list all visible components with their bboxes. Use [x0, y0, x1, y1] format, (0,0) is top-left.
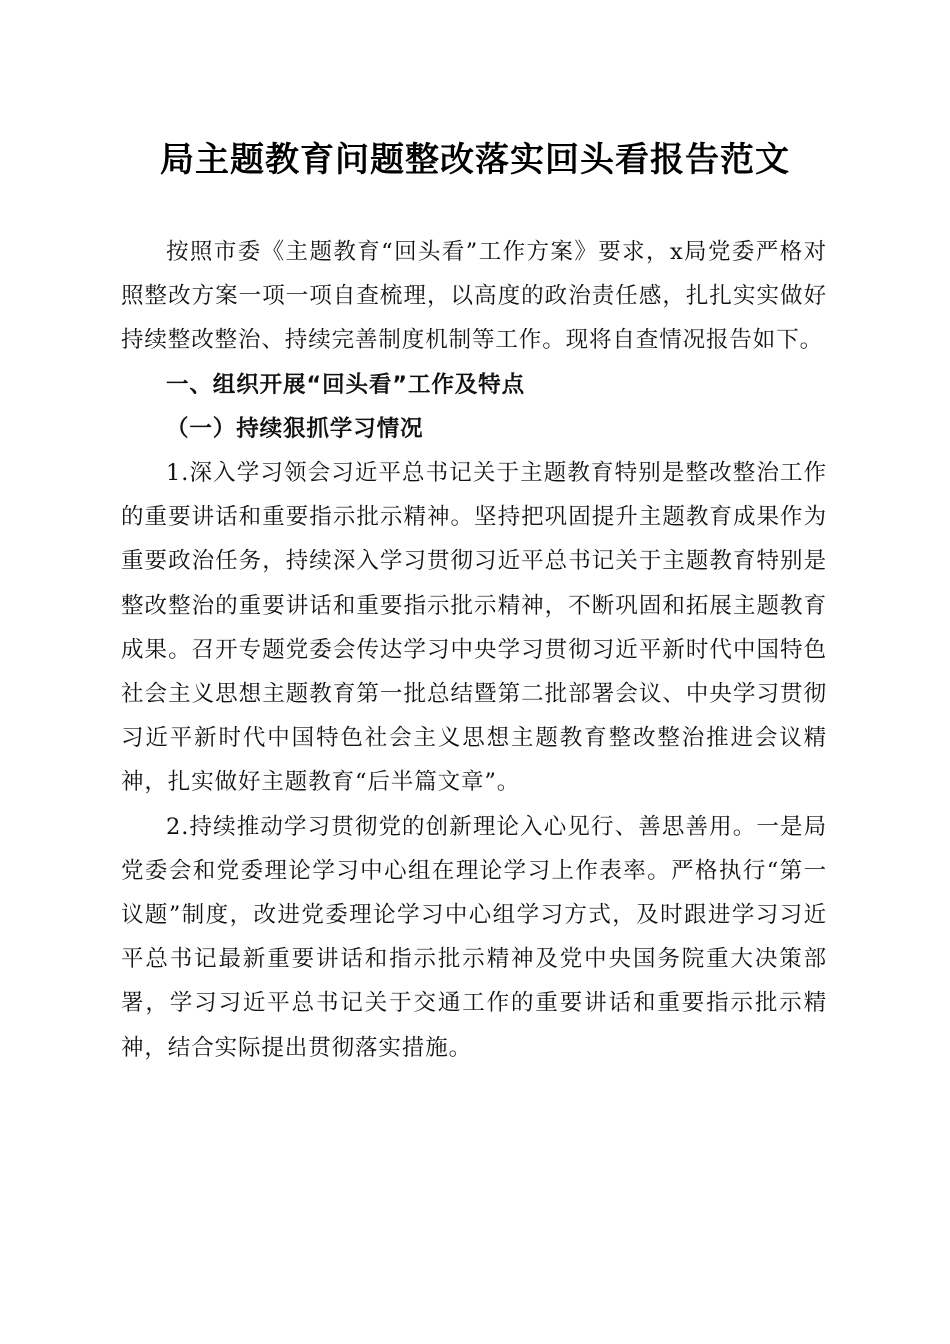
subsection-heading: （一）持续狠抓学习情况 [166, 415, 424, 442]
body-paragraph-1: 1.深入学习领会习近平总书记关于主题教育特别是整改整治工作的重要讲话和重要指示批示精神。坚持把巩固提升主题教育成果作为重要政治任务，持续深入学习贯彻习近平总书记关于主题教育特别是整改整治的重要讲话和重要指示批示精神，不断巩固和拓展主题教育成果。召开专题党委会传达学习中央学习贯彻习近平新时代中国特色社会主义思想主题教育第一批总结暨第二批部署会议、中央学习贯彻习近平新时代中国特色社会主义思想主题教育整改整治推进会议精神，扎实做好主题教育“后半篇文章”。 [121, 460, 827, 796]
document-body [121, 230, 827, 1070]
intro-paragraph: 按照市委《主题教育“回头看”工作方案》要求，x局党委严格对照整改方案一项一项自查梳理，以高度的政治责任感，扎扎实实做好持续整改整治、持续完善制度机制等工作。现将自查情况报告如下。 [121, 239, 827, 354]
section-heading: 一、组织开展“回头看”工作及特点 [166, 371, 525, 398]
body-paragraph-2: 2.持续推动学习贯彻党的创新理论入心见行、善思善用。一是局党委会和党委理论学习中心组在理论学习上作表率。严格执行“第一议题”制度，改进党委理论学习中心组学习方式，及时跟进学习习近平总书记最新重要讲话和指示批示精神及党中央国务院重大决策部署，学习习近平总书记关于交通工作的重要讲话和重要指示批示精神，结合实际提出贯彻落实措施。 [121, 813, 827, 1061]
document-title: 局主题教育问题整改落实回头看报告范文 [160, 140, 790, 180]
